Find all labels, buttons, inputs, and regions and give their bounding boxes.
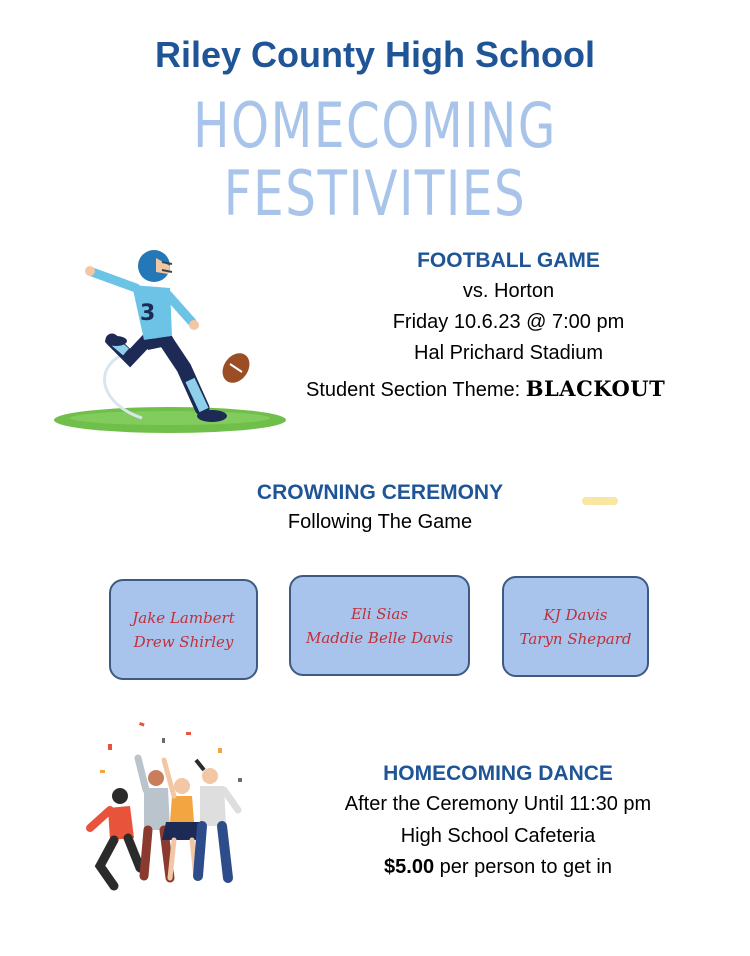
decorative-mark bbox=[582, 497, 618, 505]
candidate-name: KJ Davis bbox=[543, 605, 608, 624]
candidate-card-1 bbox=[109, 579, 258, 680]
candidate-name: Drew Shirley bbox=[133, 632, 234, 651]
candidate-card-2 bbox=[289, 575, 470, 676]
dance-price-amount: $5.00 bbox=[384, 856, 435, 878]
candidate-name: Eli Sias bbox=[350, 604, 409, 623]
student-section-theme bbox=[306, 376, 726, 402]
football-date-time: Friday 10.6.23 @ 7:00 pm bbox=[392, 311, 625, 333]
page-title: HOMECOMING FESTIVITIES bbox=[193, 89, 557, 231]
theme-value: BLACKOUT bbox=[525, 376, 666, 401]
candidate-name: Maddie Belle Davis bbox=[305, 628, 454, 647]
dance-venue: High School Cafeteria bbox=[400, 825, 596, 847]
candidate-name: Taryn Shepard bbox=[519, 629, 632, 648]
dance-heading: HOMECOMING DANCE bbox=[383, 762, 613, 785]
football-venue: Hal Prichard Stadium bbox=[414, 342, 603, 364]
candidate-name: Jake Lambert bbox=[132, 608, 235, 627]
jersey-number: 3 bbox=[140, 301, 156, 326]
football-opponent: vs. Horton bbox=[462, 280, 555, 302]
dance-price bbox=[308, 856, 688, 879]
crowning-subtitle: Following The Game bbox=[287, 511, 473, 533]
school-name: Riley County High School bbox=[154, 34, 595, 75]
crowning-heading: CROWNING CEREMONY bbox=[256, 481, 504, 504]
theme-label: Student Section Theme: bbox=[306, 379, 526, 401]
football-kicker-illustration bbox=[52, 240, 292, 435]
dancers-illustration bbox=[78, 718, 253, 896]
dance-time: After the Ceremony Until 11:30 pm bbox=[344, 793, 652, 815]
dance-price-suffix: per person to get in bbox=[434, 856, 612, 878]
football-heading: FOOTBALL GAME bbox=[417, 249, 600, 272]
candidate-card-3 bbox=[502, 576, 649, 677]
